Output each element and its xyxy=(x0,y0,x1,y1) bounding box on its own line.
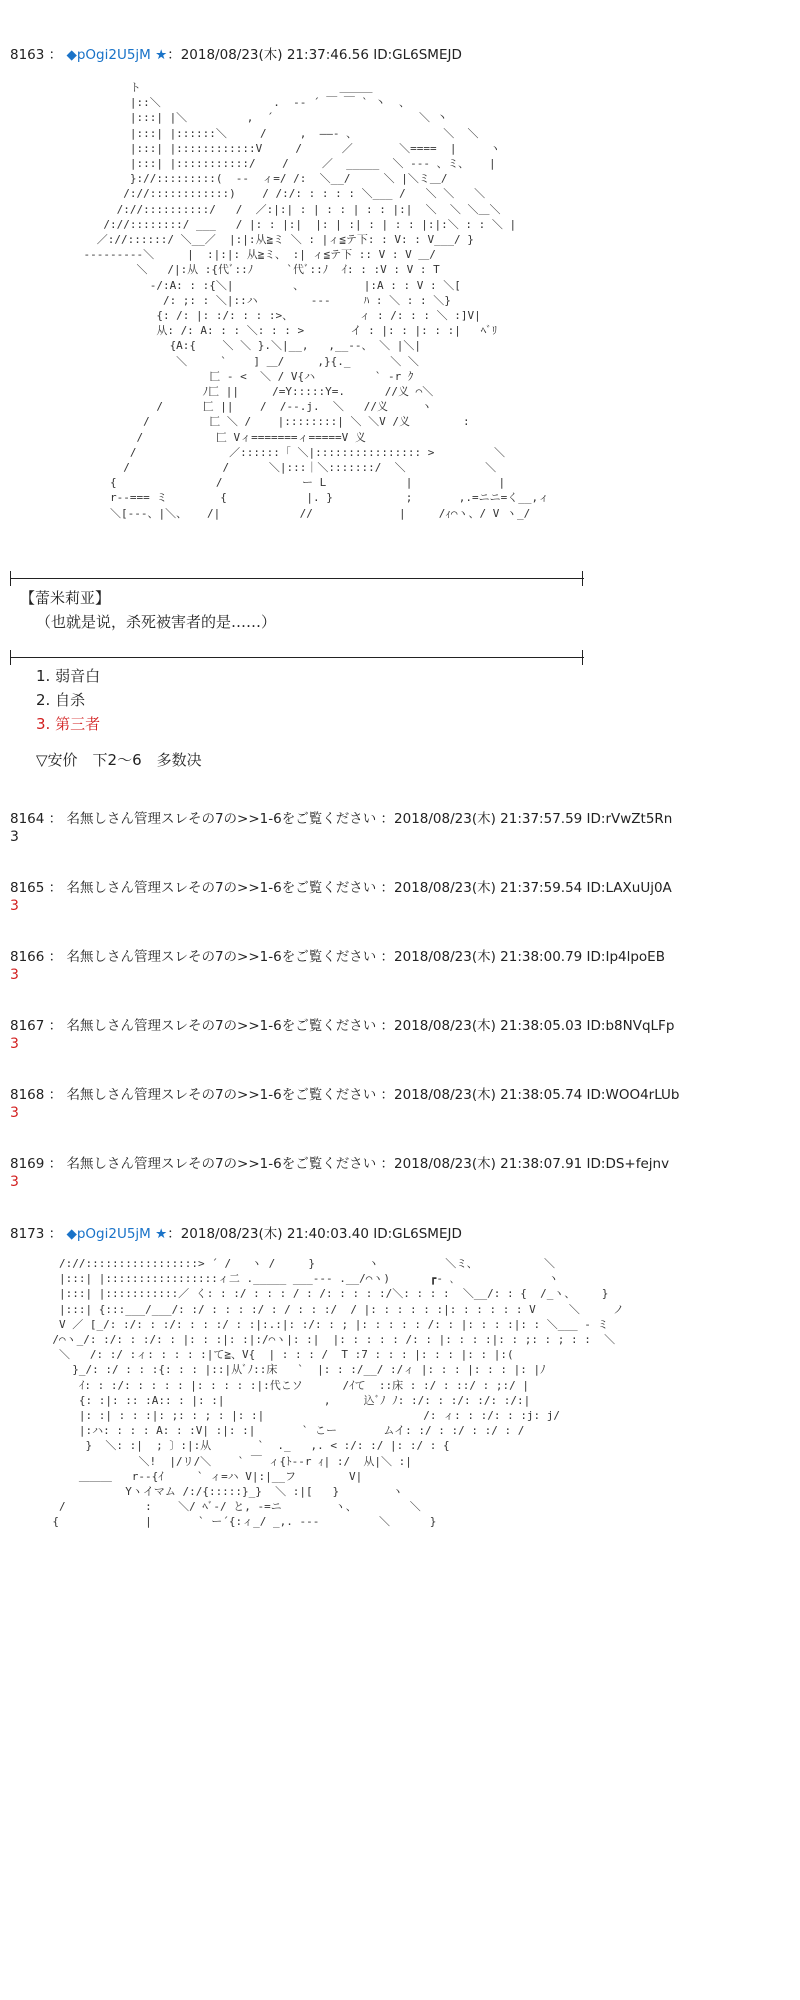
speaker-name: 【蕾米莉亚】 xyxy=(20,589,111,607)
post-header xyxy=(10,46,462,64)
post-number: 8166 xyxy=(10,949,45,965)
vote-instruction: ▽安价 下2～6 多数决 xyxy=(36,751,202,769)
post-date-id: ：2018/08/23(木) 21:38:07.91 ID:DS+fejnv xyxy=(380,1156,670,1172)
post-date-id: ：2018/08/23(木) 21:38:00.79 ID:Ip4lpoEB xyxy=(380,949,665,965)
post-sep: ： xyxy=(48,880,63,896)
poster-trip[interactable]: ◆pOgi2U5jM ★ xyxy=(66,1226,168,1242)
post-date-id: ：2018/08/23(木) 21:38:05.03 ID:b8NVqLFp xyxy=(380,1018,675,1034)
post-sep: ： xyxy=(48,1156,63,1172)
post-number: 8173 xyxy=(10,1226,45,1242)
post-sep: ： xyxy=(48,1018,63,1034)
dialogue-line: （也就是说，杀死被害者的是……） xyxy=(36,613,277,631)
poster-name: 名無しさん管理スレその7の>>1-6をご覧ください xyxy=(66,1156,377,1172)
poster-name: 名無しさん管理スレその7の>>1-6をご覧ください xyxy=(66,811,377,827)
post-sep: ： xyxy=(48,811,63,827)
ascii-art: /://:::::::::::::::::> ´ / ヽ / } ヽ ＼ミ、 ＼ |:::| |:::::::::::::::::ィ二 ._____ ___‐‐‐ .__/⌒ヽ) ┏‐ ､ ヽ |:::| |:::::::::::／ く: : :/ : : : / : /: : : : :/＼: : : : ＼__/: : { /_ヽ、 } |:::| {:::___/___/: :/ : : : :/ : / : : :/ / |: : : : : :|: : : : : : V ＼ ノ V ／ [_/: :/: : :/: : : :/ : :|:.:|: :/: : ; |: : : : : /: : |: : : :|: : ＼___ ‐ ミ /⌒ヽ_/: :/: : :/: : |: : :|: :|:/⌒ヽ|: :| |: : : : : /: : |: : : :|: : ;: : ; : : ＼ ＼ /: :/ :ィ: : : : :|て≧、V{ | : : : / T :7 : : : |: : : |: : |:( }_/: :/ : : :{: : : |::|从ﾞﾉ::床 ` |: : :/__/ :/ィ |: : : |: : : |: |ﾉ ｲ: : :/: : : : : |: : : : :|:代こソ /ｲて ::床 : :/ : ::/ : ;:/ | {: :|: :: :A:: : |: :| , 込ﾞﾉ ﾉ: :/: : :/: :/: :/:| |: :| : : :|: ;: : ; : |: :| /: ィ: : :/: : :j: j/ |:ハ: : : : A: : :V| :|: :| ` こー ムイ: :/ : :/ : :/ : / } ＼: :| ; 〕:|:从 ` ._ ,. < :/: :/ |: :/ : { ＼! |/リ/＼ ` ￣ ィ{ﾄ‐‐r ｨ| :/ 从|＼ :| ＿＿＿ r‐‐{ｲ ` ィ=ハ V|:|__フ V| Yヽイマム /:/{:::::}_} ＼ :|[ } ヽ / : ＼/ ﾍﾞ‐/ と, ‐=ニ ヽ、 ＼ { | ` ー´{:ィ_/ _,. -‐‐ ＼ } xyxy=(52,1257,625,1529)
option-item: 2. 自杀 xyxy=(36,691,86,709)
reply-post xyxy=(10,879,672,915)
post-number: 8168 xyxy=(10,1087,45,1103)
divider xyxy=(10,578,584,579)
reply-post xyxy=(10,1155,669,1191)
reply-body: 3 xyxy=(10,829,19,845)
poster-name: 名無しさん管理スレその7の>>1-6をご覧ください xyxy=(66,1087,377,1103)
post-date-id: ：2018/08/23(木) 21:37:59.54 ID:LAXuUj0A xyxy=(380,880,672,896)
reply-post xyxy=(10,948,665,984)
options-block xyxy=(36,664,202,772)
post-sep: ： xyxy=(48,949,63,965)
post-date-id: ：2018/08/23(木) 21:38:05.74 ID:WOO4rLUb xyxy=(380,1087,680,1103)
poster-name: 名無しさん管理スレその7の>>1-6をご覧ください xyxy=(66,1018,377,1034)
post-sep: ： xyxy=(48,1226,63,1242)
reply-post xyxy=(10,1017,674,1053)
dialogue-block xyxy=(20,586,276,634)
reply-body: 3 xyxy=(10,1174,19,1190)
reply-post xyxy=(10,1086,680,1122)
poster-trip[interactable]: ◆pOgi2U5jM ★ xyxy=(66,47,168,63)
option-item: 3. 第三者 xyxy=(36,715,101,733)
post-number: 8164 xyxy=(10,811,45,827)
reply-body: 3 xyxy=(10,1036,19,1052)
poster-name: 名無しさん管理スレその7の>>1-6をご覧ください xyxy=(66,949,377,965)
post-number: 8167 xyxy=(10,1018,45,1034)
post-date-id: ：2018/08/23(木) 21:37:46.56 ID:GL6SMEJD xyxy=(167,47,462,63)
post-number: 8165 xyxy=(10,880,45,896)
reply-post xyxy=(10,810,672,846)
reply-body: 3 xyxy=(10,1105,19,1121)
ascii-art: ト ＿＿＿ |::＼ . -‐ ´ ￣ ￣ ` 丶 、 |:::| |＼ , ´ ＼ 丶 |:::| |::::::＼ / , ――- 、 ＼ ＼ |:::| |::::::::::::V / ／ ＼==== | ヽ |:::| |:::::::::::/ / ／ _____ ＼ -‐- 、ミ、 | }://:::::::::( ‐- ィ=/ /: ＼__/ ＼ |＼ミ＿/ /://::::::::::::) / /:/: : : : : ＼___ / ＼ ＼ ＼ /://::::::::::/ / ／:|:| : | : : | : : |:| ＼ ＼ ＼＿＼ /://::::::::/ ___ / |: : |:| |: | :| : | : : |:|:＼ : : ＼ | ／://::::::/ ＼__／ |:|:从≧ミ ＼ : |ィ≦テ下: : V: : V___/ } ‐‐‐‐‐‐‐‐‐＼ | :|:|: 从≧ミ、 :| ィ≦テ下 :: V : V ＿/ ＼ /|:从 :{代ﾞ::ﾉ `代ﾞ::ﾉ ｲ: : :V : V : T ‐/:A: : :{＼| 、 |:A : : V : ＼[ /: ;: : ＼|::ハ ‐-‐ ﾊ : ＼ : : ＼} {: /: |: :/: : : :>、 ィ : /: : : ＼ :]V| 从: /: A: : : ＼: : : > イ : |: : |: : :| ﾍﾞﾘ {A:{ ＼ ＼ }.＼|__, ,__-‐、 ＼ |＼| ＼ ` ] ＿/ ,}{._ ＼ ＼ 匚 ‐ < ＼ / V{ハ ` ‐r ｸ ﾉ匚 || /=Y:::::Y=. //义 ⌒＼ / 匚 || / /‐-.j. ＼ //义 ヽ / 匚 ＼ / |::::::::| ＼ ＼V /义 : / 匚 Vィ=======ィ=====V 义 / ／::::::「 ＼|:::::::::::::::: > ＼ / / ＼|:::｜＼:::::::/ ＼ ＼ { / ー L | | r‐‐=== ミ { |. } ; ,.=ニニ=く__,ィ ＼[‐‐‐、|＼、 /| // | /ｨ⌒ヽ、/ V ヽ_/ xyxy=(83,81,550,520)
reply-body: 3 xyxy=(10,967,19,983)
post-number: 8169 xyxy=(10,1156,45,1172)
post-date-id: ：2018/08/23(木) 21:37:57.59 ID:rVwZt5Rn xyxy=(380,811,673,827)
divider xyxy=(10,657,584,658)
reply-body: 3 xyxy=(10,898,19,914)
post-sep: ： xyxy=(48,47,63,63)
post-number: 8163 xyxy=(10,47,45,63)
post-header xyxy=(10,1225,462,1243)
post-sep: ： xyxy=(48,1087,63,1103)
post-date-id: ：2018/08/23(木) 21:40:03.40 ID:GL6SMEJD xyxy=(167,1226,462,1242)
poster-name: 名無しさん管理スレその7の>>1-6をご覧ください xyxy=(66,880,377,896)
option-item: 1. 弱音白 xyxy=(36,667,101,685)
